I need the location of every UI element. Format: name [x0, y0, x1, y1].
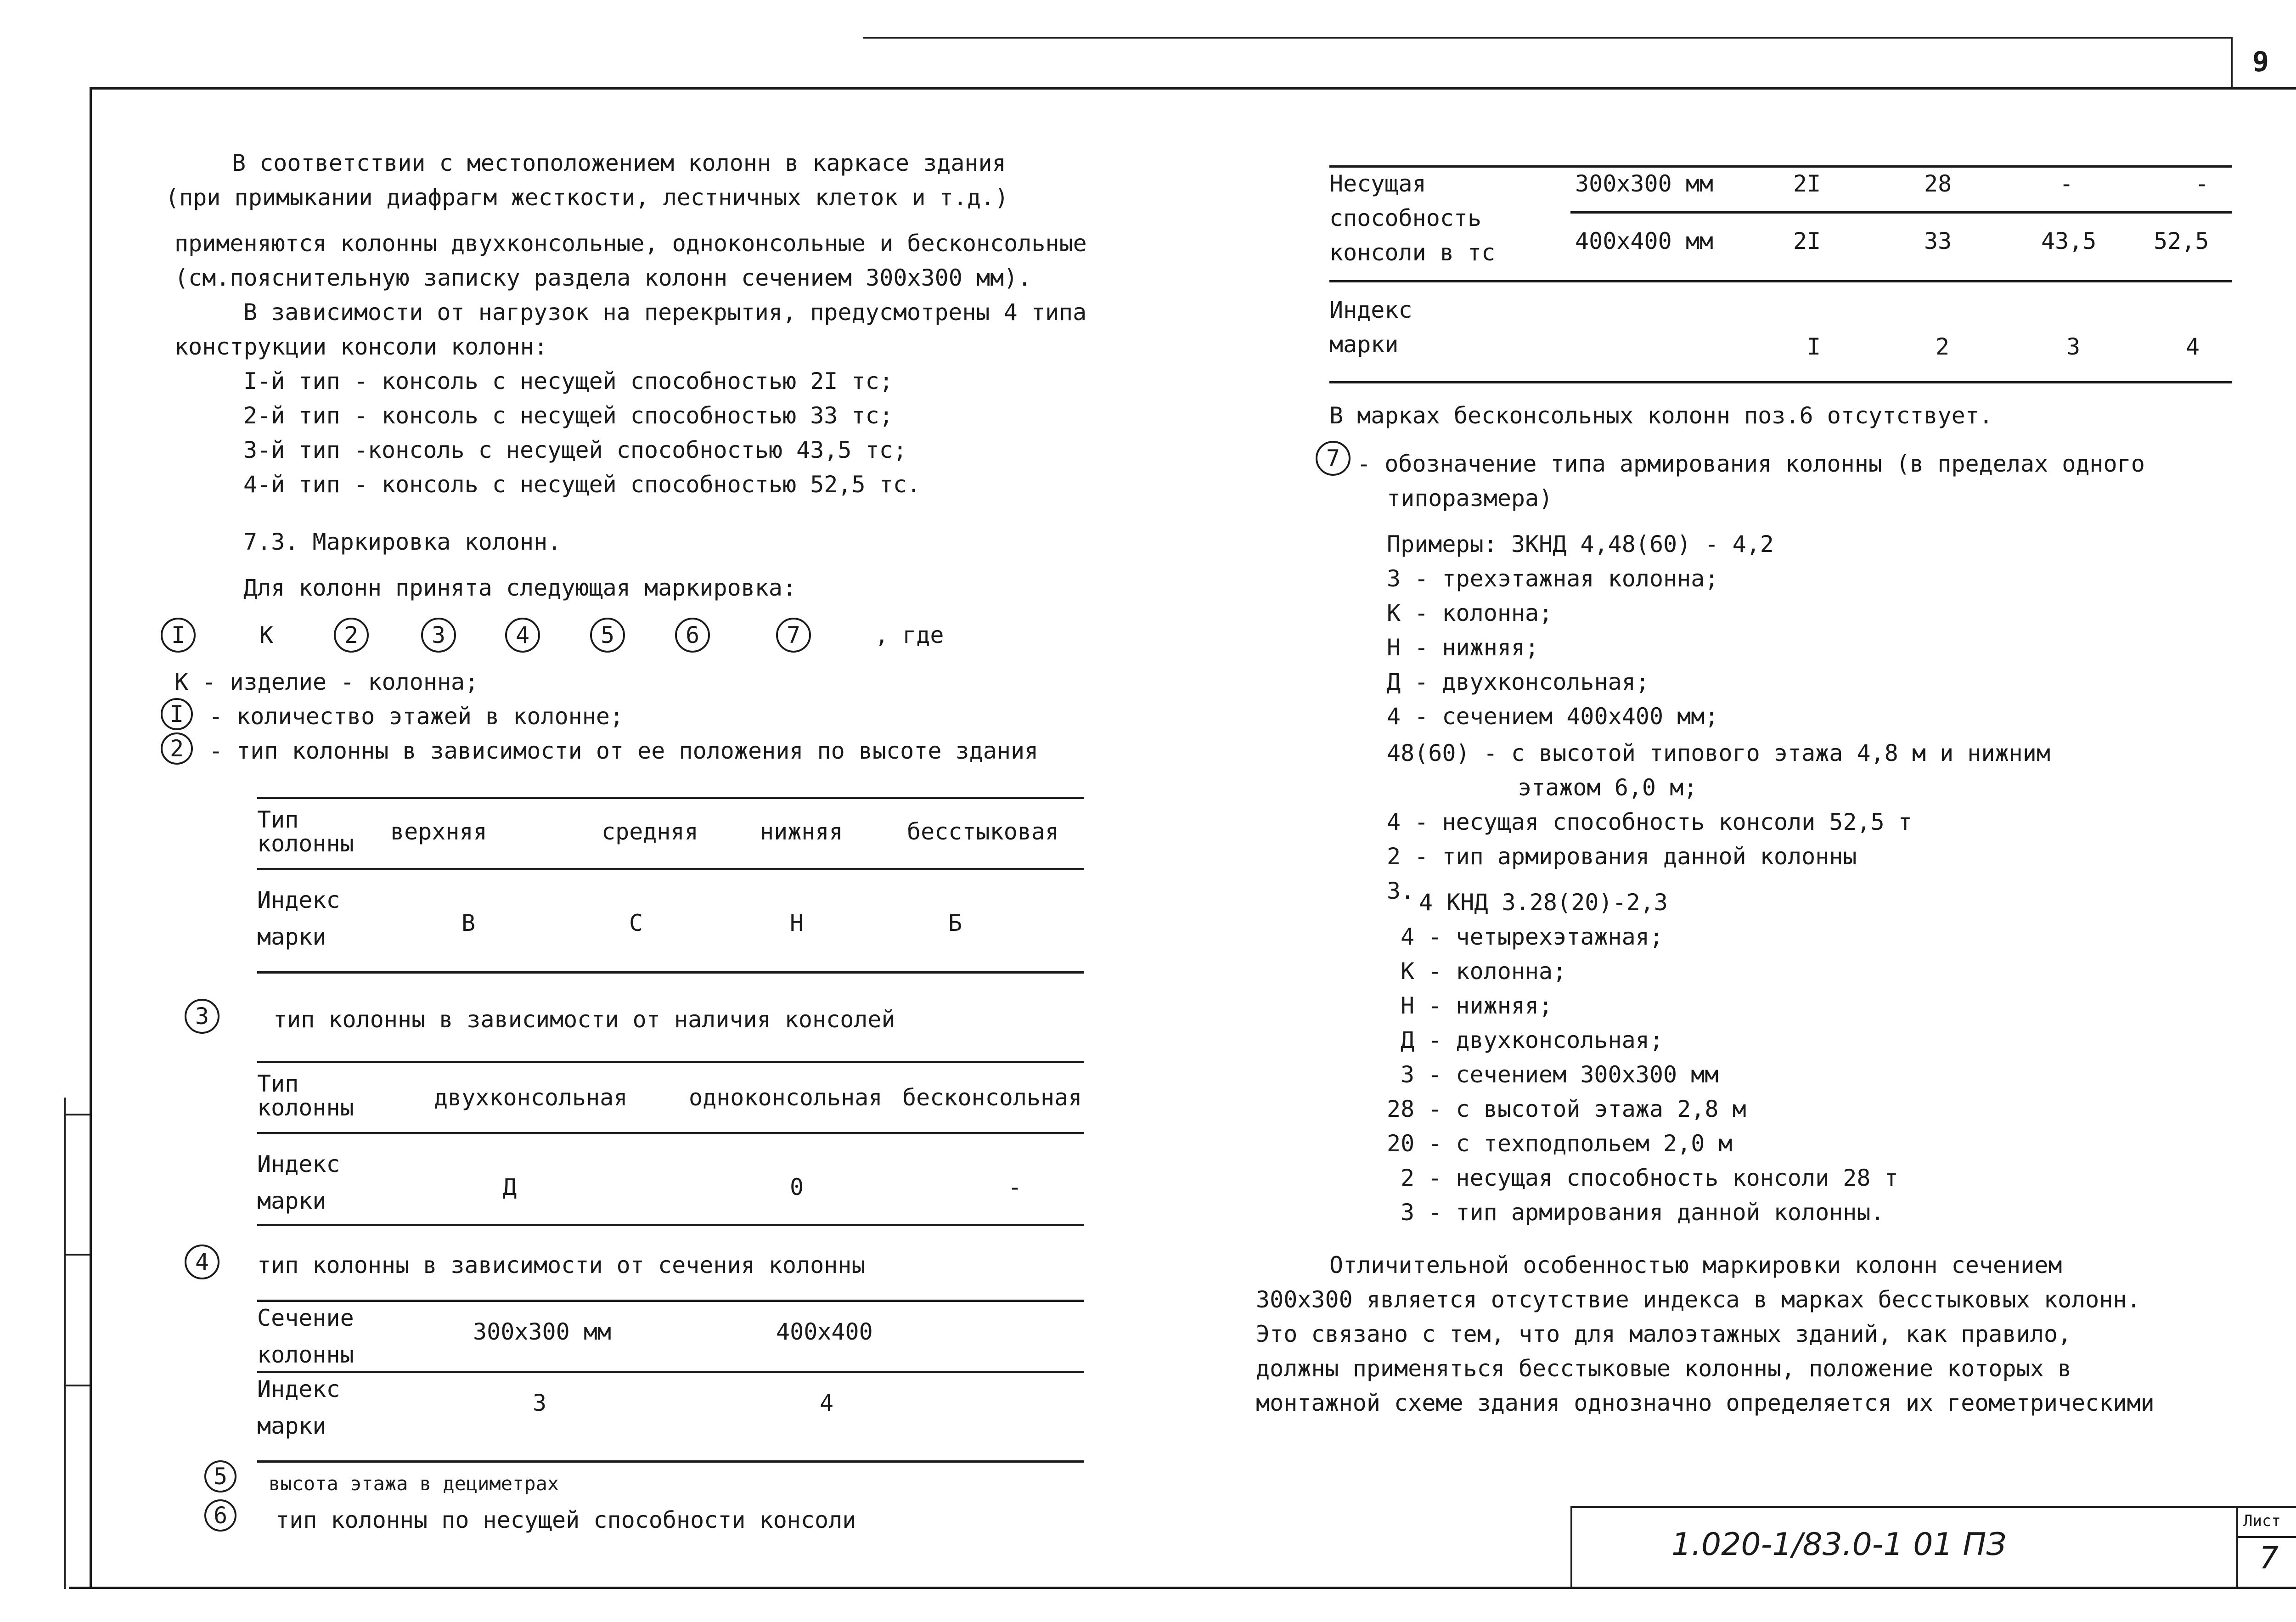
example1-line-5: Д - двухконсольная;	[1387, 669, 1649, 695]
table3-hdr-none: бесконсольная	[902, 1084, 1082, 1111]
closing-line-4: должны применяться бесстыковые колонны, положение которых в	[1256, 1355, 2072, 1382]
rtable-index-2: 2	[1936, 333, 1950, 360]
table3-idx-label-1: Индекс	[257, 1151, 340, 1177]
closing-line-1: Отличительной особенностью маркировки колонн сечением	[1329, 1252, 2062, 1278]
table3-hdr-label-1: Тип	[257, 1070, 299, 1097]
marking-circle-5: 5	[590, 618, 625, 653]
example2-line-9: 2 - несущая способность консоли 28 т	[1401, 1165, 1898, 1191]
marking-intro: Для колонн принята следующая маркировка:	[243, 574, 797, 601]
example1-line-4: Н - нижняя;	[1387, 634, 1539, 661]
left-margin-tick-3	[64, 1385, 92, 1386]
section-title: 7.3. Маркировка колонн.	[243, 529, 562, 555]
example2-line-4: Н - нижняя;	[1401, 992, 1553, 1019]
table3-bottom-rule	[257, 1224, 1084, 1226]
table4-hdr-300: 300х300 мм	[473, 1318, 612, 1345]
table4-hdr-label-2: колонны	[257, 1341, 354, 1368]
item7-circle: 7	[1316, 441, 1351, 476]
table2-hdr-middle: средняя	[602, 818, 698, 845]
table4-hdr-400: 400х400	[776, 1318, 873, 1345]
item2-text: - тип колонны в зависимости от ее положения по высоте здания	[209, 738, 1039, 764]
left-margin-tick-1	[64, 1114, 92, 1115]
rtable-400-section: 400х400 мм	[1575, 228, 1714, 254]
rtable-400-type4: 52,5	[2154, 228, 2209, 254]
table2-hdr-upper: верхняя	[390, 818, 487, 845]
item6-circle: 6	[204, 1499, 236, 1532]
example2-line-3: К - колонна;	[1401, 958, 1567, 985]
frame-left-line	[90, 87, 92, 1589]
rtable-400-type3: 43,5	[2041, 228, 2097, 254]
console-type-1: I-й тип - консоль с несущей способностью 2I тс;	[243, 368, 893, 394]
rtable-index-4: 4	[2186, 333, 2200, 360]
table3-hdr-label-2: колонны	[257, 1094, 354, 1121]
item3-circle: 3	[185, 999, 219, 1034]
table3-hdr-single: одноконсольная	[689, 1084, 883, 1111]
rtable-index-label-1: Индекс	[1329, 297, 1412, 323]
closing-line-3: Это связано с тем, что для малоэтажных зданий, как правило,	[1256, 1321, 2072, 1347]
rtable-mid-rule	[1329, 280, 2232, 282]
item4-circle: 4	[185, 1245, 219, 1279]
k-definition: К - изделие - колонна;	[174, 669, 479, 695]
rtable-capacity-label-1: Несущая	[1329, 170, 1426, 197]
example1-line-10: 2 - тип армирования данной колонны	[1387, 843, 1857, 870]
rtable-300-type3: -	[2060, 170, 2074, 197]
console-type-4: 4-й тип - консоль с несущей способностью 52,5 тс.	[243, 471, 921, 498]
table2-idx-lower: Н	[790, 910, 804, 936]
marking-circle-6: 6	[675, 618, 710, 653]
left-margin-tick-2	[64, 1254, 92, 1256]
marking-circle-1: I	[161, 618, 196, 653]
table3-idx-none: -	[1008, 1174, 1022, 1200]
example1-line-3: К - колонна;	[1387, 600, 1553, 626]
table2-hdr-label-1: Тип	[257, 806, 299, 833]
item6-text: тип колонны по несущей способности консоли	[276, 1507, 856, 1533]
left-margin-inner-line	[64, 1098, 66, 1589]
rtable-index-3: 3	[2066, 333, 2081, 360]
rtable-index-1: I	[1807, 333, 1821, 360]
closing-line-2: 300х300 является отсутствие индекса в марках бесстыковых колонн.	[1256, 1286, 2141, 1313]
item2-circle: 2	[161, 732, 193, 765]
marking-circle-4: 4	[505, 618, 540, 653]
example1-line-8: этажом 6,0 м;	[1518, 774, 1698, 801]
example2-line-1: 4 КНД 3.28(20)-2,3	[1419, 889, 1668, 916]
example2-line-2: 4 - четырехэтажная;	[1401, 924, 1663, 950]
table2-mid-rule	[257, 868, 1084, 870]
rtable-capacity-label-2: способность	[1329, 205, 1482, 231]
table2-hdr-jointless: бесстыковая	[907, 818, 1059, 845]
example1-line-2: 3 - трехэтажная колонна;	[1387, 565, 1719, 592]
example1-line-7: 48(60) - с высотой типового этажа 4,8 м и нижним	[1387, 740, 2050, 766]
intro-line-3: применяются колонны двухконсольные, одноконсольные и бесконсольные	[174, 230, 1087, 257]
table3-hdr-double: двухконсольная	[434, 1084, 628, 1111]
marking-circle-7: 7	[776, 618, 811, 653]
table3-mid-rule	[257, 1132, 1084, 1134]
example2-number: 3.	[1387, 878, 1415, 904]
marking-circle-3: 3	[421, 618, 456, 653]
closing-line-5: монтажной схеме здания однозначно определяется их геометрическими	[1256, 1390, 2155, 1416]
intro-line-5: В зависимости от нагрузок на перекрытия, предусмотрены 4 типа	[243, 299, 1087, 326]
rtable-300-type4: -	[2195, 170, 2209, 197]
example1-line-6: 4 - сечением 400х400 мм;	[1387, 703, 1719, 730]
table2-idx-middle: С	[629, 910, 643, 936]
intro-line-2: (при примыкании диафрагм жесткости, лестничных клеток и т.д.)	[165, 184, 1009, 211]
console-type-3: 3-й тип -консоль с несущей способностью 43,5 тс;	[243, 437, 907, 463]
table3-idx-single: 0	[790, 1174, 804, 1200]
example2-line-6: 3 - сечением 300х300 мм	[1401, 1061, 1719, 1088]
table2-idx-label-2: марки	[257, 924, 326, 950]
item4-text: тип колонны в зависимости от сечения колонны	[257, 1252, 866, 1278]
console-type-2: 2-й тип - консоль с несущей способностью 33 тс;	[243, 402, 893, 429]
rtable-row-rule	[1570, 211, 2232, 214]
rtable-300-type1: 2I	[1793, 170, 1821, 197]
sheet-number: 9	[2252, 46, 2269, 78]
example2-line-5: Д - двухконсольная;	[1401, 1027, 1663, 1053]
top-short-line	[863, 37, 2232, 39]
stamp-code: 1.020-1/83.0-1 01 ПЗ	[1671, 1526, 2007, 1563]
table3-top-rule	[257, 1061, 1084, 1063]
table2-idx-label-1: Индекс	[257, 887, 340, 913]
stamp-list-label: Лист	[2243, 1512, 2281, 1530]
stamp-list-divider	[2236, 1536, 2296, 1538]
item7-text-2: типоразмера)	[1387, 485, 1553, 512]
intro-line-1: В соответствии с местоположением колонн в каркасе здания	[232, 150, 1006, 176]
marking-circle-2: 2	[334, 618, 369, 653]
table4-bottom-rule	[257, 1460, 1084, 1463]
table2-hdr-label-2: колонны	[257, 830, 354, 857]
example2-line-7: 28 - с высотой этажа 2,8 м	[1387, 1096, 1746, 1122]
table2-top-rule	[257, 797, 1084, 799]
note-no-console: В марках бесконсольных колонн поз.6 отсутствует.	[1329, 402, 1993, 429]
rtable-index-label-2: марки	[1329, 331, 1399, 358]
table2-bottom-rule	[257, 971, 1084, 974]
example2-line-10: 3 - тип армирования данной колонны.	[1401, 1199, 1885, 1226]
rtable-capacity-label-3: консоли в тс	[1329, 239, 1496, 266]
rtable-300-section: 300х300 мм	[1575, 170, 1714, 197]
stamp-list-number: 7	[2259, 1540, 2279, 1576]
item1-text: - количество этажей в колонне;	[209, 703, 624, 730]
rtable-400-type1: 2I	[1793, 228, 1821, 254]
table3-idx-double: Д	[503, 1174, 517, 1200]
table4-idx-label-1: Индекс	[257, 1376, 340, 1402]
table2-hdr-lower: нижняя	[760, 818, 843, 845]
rtable-400-type2: 33	[1924, 228, 1952, 254]
item5-text: высота этажа в дециметрах	[269, 1472, 559, 1495]
item7-text-1: - обозначение типа армирования колонны (в пределах одного	[1357, 451, 2145, 477]
table2-idx-upper: В	[461, 910, 476, 936]
marking-suffix: , где	[875, 622, 944, 648]
rtable-bottom-rule	[1329, 381, 2232, 383]
example1-line-1: Примеры: 3КНД 4,48(60) - 4,2	[1387, 531, 1774, 558]
intro-line-6: конструкции консоли колонн:	[174, 333, 548, 360]
frame-top-line	[90, 87, 2296, 90]
example2-line-8: 20 - с техподпольем 2,0 м	[1387, 1130, 1733, 1157]
table4-idx-400: 4	[820, 1390, 834, 1416]
example1-line-9: 4 - несущая способность консоли 52,5 т	[1387, 809, 1912, 835]
item5-circle: 5	[204, 1460, 236, 1492]
table3-idx-label-2: марки	[257, 1188, 326, 1214]
table2-idx-jointless: Б	[948, 910, 962, 936]
table4-hdr-label-1: Сечение	[257, 1305, 354, 1331]
rtable-top-rule	[1329, 165, 2232, 168]
marking-k: К	[259, 622, 274, 648]
item3-text: тип колонны в зависимости от наличия консолей	[273, 1006, 895, 1033]
item1-circle: I	[161, 698, 193, 730]
table4-mid-rule	[257, 1371, 1084, 1373]
rtable-300-type2: 28	[1924, 170, 1952, 197]
intro-line-4: (см.пояснительную записку раздела колонн сечением 300х300 мм).	[174, 265, 1032, 291]
table4-idx-label-2: марки	[257, 1413, 326, 1439]
table4-top-rule	[257, 1300, 1084, 1302]
table4-idx-300: 3	[533, 1390, 547, 1416]
